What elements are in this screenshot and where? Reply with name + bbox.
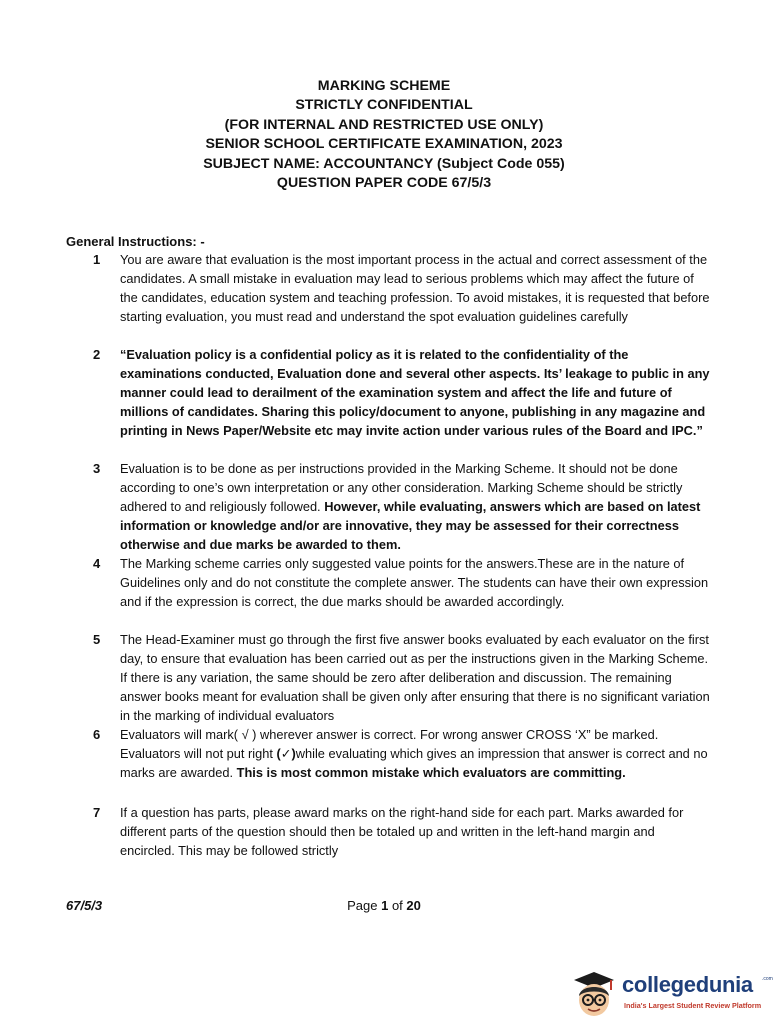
instruction-number: 6 [93, 727, 101, 742]
header-exam: SENIOR SCHOOL CERTIFICATE EXAMINATION, 2023 [205, 136, 563, 153]
brand-name: collegedunia [622, 972, 753, 997]
instruction-text: Evaluators will mark( √ ) wherever answer is correct. For wrong answer CROSS ‘X” be marked. Evaluators will not put right (✓)while evaluating which gives an impression that answer is correct and no marks are awarded. This is most common mistake which evaluators are committing. [120, 727, 708, 780]
student-mascot-icon [568, 968, 620, 1020]
brand-tagline: India's Largest Student Review Platform [624, 1001, 762, 1010]
instruction-number: 2 [93, 347, 101, 362]
header-confidential: STRICTLY CONFIDENTIAL [295, 97, 473, 114]
instruction-text: If a question has parts, please award marks on the right-hand side for each part. Marks awarded for different parts of the question should then be totaled up and written in the left-hand margin and encircled. This may be followed strictly [120, 805, 684, 858]
instruction-number: 3 [93, 461, 101, 476]
instruction-text: The Head-Examiner must go through the first five answer books evaluated by each evaluator on the first day, to ensure that evaluation has been carried out as per the instructions given in the Marking Scheme. If there is any variation, the same should be zero after deliberation and discussion. The remaining answer books meant for evaluation shall be given only after ensuring that there is no significant variation in the marking of individual evaluators [120, 632, 710, 723]
instruction-text: “Evaluation policy is a confidential policy as it is related to the confidentiality of the examinations conducted, Evaluation done and several other aspects. Its’ leakage to public in any manner could lead to derailment of the examination system and affect the life and future of millions of candidates. Sharing this policy/document to anyone, publishing in any magazine and printing in News Paper/Website etc may invite action under various rules of the Board and IPC.” [120, 347, 710, 438]
header-subject: SUBJECT NAME: ACCOUNTANCY (Subject Code 055) [203, 155, 565, 172]
instruction-number: 4 [93, 556, 101, 571]
instruction-text: Evaluation is to be done as per instructions provided in the Marking Scheme. It should not be done according to one’s own interpretation or any other consideration. Marking Scheme should be strictly adhered to and religiously followed. However, while evaluating, answers which are based on latest information or knowledge and/or are innovative, they may be assessed for their correctness otherwise and due marks be awarded to them. [120, 461, 701, 552]
instruction-number: 1 [93, 252, 101, 267]
brand-watermark [568, 968, 773, 1020]
instruction-text: You are aware that evaluation is the most important process in the actual and correct assessment of the candidates. A small mistake in evaluation may lead to serious problems which may affect the future of the candidates, education system and teaching profession. To avoid mistakes, it is requested that before starting evaluation, you must read and understand the spot evaluation guidelines carefully [120, 252, 710, 324]
document-header [0, 77, 768, 193]
page-number: Page 1 of 20 [347, 898, 421, 913]
header-title: MARKING SCHEME [317, 78, 451, 94]
instruction-number: 7 [93, 805, 101, 820]
instruction-text: The Marking scheme carries only suggested value points for the answers.These are in the nature of Guidelines only and do not constitute the complete answer. The students can have their own expression and if the expression is correct, the due marks should be awarded accordingly. [120, 556, 709, 609]
brand-domain: .com [762, 976, 773, 982]
header-paper-code: QUESTION PAPER CODE 67/5/3 [276, 175, 492, 192]
general-instructions-heading: General Instructions: - [66, 234, 205, 249]
footer-paper-code: 67/5/3 [66, 898, 103, 913]
instruction-number: 5 [93, 632, 101, 647]
header-restricted: (FOR INTERNAL AND RESTRICTED USE ONLY) [224, 116, 544, 133]
